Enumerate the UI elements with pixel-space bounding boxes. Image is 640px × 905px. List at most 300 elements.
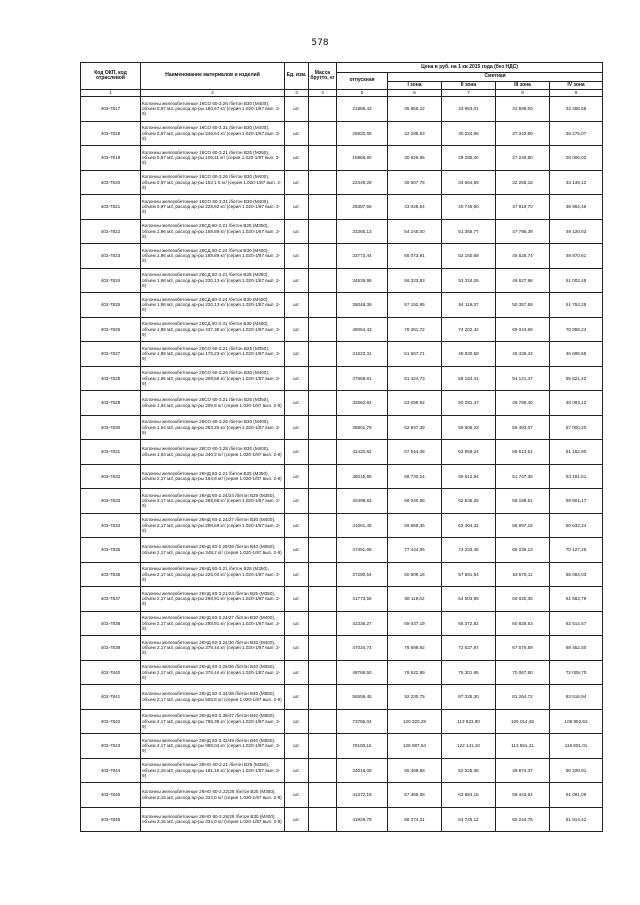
row-mass [309,464,337,489]
row-zone-2-price: 75 301,95 [442,660,496,685]
row-name: Колонны железобетонные 2КНД 60-3.34/38 /бетон В40 (М550), объем 2,17 м3, расход ар-ры 508,8 кг/ (серия 1.020-1/87 вып. 2-9) [141,685,285,710]
row-mass [309,660,337,685]
row-unit: шт. [285,317,309,342]
row-zone-4-price: 70 127,25 [550,538,603,563]
row-code: 403-7843 [81,734,141,759]
row-code: 403-7831 [81,440,141,465]
row-unit: шт. [285,464,309,489]
row-zone-3-price: 46 786,40 [496,391,550,416]
table-row [81,489,603,514]
row-zone-4-price: 28 005,02 [550,146,603,171]
column-number: 3 [285,90,309,97]
row-mass [309,709,337,734]
row-release-price: 41372,19 [337,783,388,808]
row-code: 403-7844 [81,758,141,783]
row-zone-1-price: 61 424,73 [388,366,442,391]
row-zone-3-price: 48 525,74 [496,244,550,269]
table-row [81,293,603,318]
row-name: Колонны железобетонные 1КСО 60-2.31 /бетон В30 (М400), объем 0,97 м3, расход ар-ры 246,64 кг/ (серия 1.020-1/87 вып. 2-9) [141,121,285,146]
row-zone-2-price: 34 664,69 [442,170,496,195]
row-zone-3-price: 113 651,21 [496,734,550,759]
row-code: 403-7832 [81,464,141,489]
row-release-price: 26387,56 [337,195,388,220]
row-name: Колонны железобетонные 2КНД 60-2.29/36 /бетон В40 (М550), объем 2,17 м3, расход ар-ры 348,2 кг/ (серия 1.020-1/87 вып. 2-9) [141,538,285,563]
row-zone-2-price: 53 334,26 [442,268,496,293]
page-number: 578 [311,38,329,48]
row-zone-1-price: 68 119,62 [388,587,442,612]
row-name: Колонны железобетонные 2КСД 60-3.31 /бетон В30 (М400), объем 1,96 м3, расход ар-ры 437,39 кг/ (серия 1.020-1/87 вып. 2-9) [141,317,285,342]
row-zone-2-price: 58 164,41 [442,366,496,391]
row-zone-1-price: 128 987,54 [388,734,442,759]
table-row [81,317,603,342]
row-name: Колонны железобетонные 1КСО 60-3.31 /бетон В30 (М400), объем 0,97 м3, расход ар-ры 228,92 кг/ (серия 1.020-1/87 вып. 2-9) [141,195,285,220]
row-zone-3-price: 50 357,59 [496,293,550,318]
row-code: 403-7820 [81,170,141,195]
row-zone-3-price: 49 627,96 [496,268,550,293]
row-name: Колонны железобетонные 1КСО 60-3.26 /бетон В30 (М400), объем 0,97 м3, расход ар-ры 153,1 5 кг/ (серия 1.020-1/87 вып. 2-9) [141,170,285,195]
row-unit: шт. [285,415,309,440]
row-release-price: 40498,63 [337,489,388,514]
row-code: 403-7828 [81,366,141,391]
row-zone-2-price: 52 150,68 [442,244,496,269]
row-name: Колонны железобетонные 2КНД 60-2.24/27 /бетон В30 (М400), объем 2,17 м3, расход ар-ры 288,68 кг/ (серия 1.020-1/87 вып. 2-9) [141,513,285,538]
row-unit: шт. [285,268,309,293]
table-row [81,758,603,783]
row-unit: шт. [285,636,309,661]
row-zone-1-price: 30 926,95 [388,146,442,171]
row-zone-1-price: 53 099,92 [388,391,442,416]
row-zone-1-price: 60 809,16 [388,562,442,587]
row-zone-2-price: 40 024,96 [442,121,496,146]
row-zone-2-price: 64 745,12 [442,807,496,832]
row-zone-2-price: 33 953,01 [442,97,496,122]
row-zone-3-price: 70 067,80 [496,660,550,685]
row-zone-1-price: 67 544,38 [388,440,442,465]
row-zone-3-price: 58 188,51 [496,489,550,514]
row-zone-1-price: 43 028,64 [388,195,442,220]
row-release-price: 41420,82 [337,440,388,465]
row-zone-4-price: 33 149,12 [550,170,603,195]
row-code: 403-7823 [81,244,141,269]
table-row [81,170,603,195]
row-name: Колонны железобетонные 2КНД 60-3.43/49 /бетон В40 (М550), объем 2,17 м3, расход ар-ры 998,04 кг/ (серия 1.020-1/87 вып. 2-9) [141,734,285,759]
row-code: 403-7829 [81,391,141,416]
row-zone-4-price: 61 683,79 [550,587,603,612]
row-mass [309,293,337,318]
row-code: 403-7846 [81,807,141,832]
row-zone-2-price: 57 581,54 [442,562,496,587]
table-row [81,146,603,171]
row-zone-3-price: 60 020,35 [496,587,550,612]
row-code: 403-7835 [81,538,141,563]
row-zone-4-price: 55 064,03 [550,562,603,587]
row-zone-1-price: 66 958,35 [388,513,442,538]
row-zone-4-price: 72 009,70 [550,660,603,685]
row-zone-3-price: 45 436,43 [496,342,550,367]
row-release-price: 38601,75 [337,415,388,440]
header-zone-1: I зона [388,82,442,90]
row-mass [309,587,337,612]
row-name: Колонны железобетонные 2КСО 60-2.26 /бетон В30 (М400), объем 1,96 м3, расход ар-ры 208,68 кг/ (серия 1.020-1/87 вып. 2-9) [141,366,285,391]
row-unit: шт. [285,440,309,465]
row-unit: шт. [285,391,309,416]
column-number: 9 [550,90,603,97]
row-name: Колонны железобетонные 2КСД 60-2.24 /бетон В30 (М400), объем 1,96 м3, расход ар-ры 189,89 кг/ (серия 1.020-1/87 вып. 2-9) [141,244,285,269]
row-zone-4-price: 61 914,42 [550,807,603,832]
table-row [81,195,603,220]
row-zone-2-price: 55 612,94 [442,464,496,489]
row-zone-2-price: 62 535,26 [442,489,496,514]
row-unit: шт. [285,146,309,171]
row-zone-4-price: 69 452,50 [550,636,603,661]
row-unit: шт. [285,807,309,832]
row-zone-2-price: 40 745,90 [442,195,496,220]
row-zone-4-price: 51 753,25 [550,293,603,318]
row-mass [309,734,337,759]
header-name: Наименование материалов и изделий [141,63,285,90]
row-zone-2-price: 63 959,24 [442,440,496,465]
price-table [80,62,603,832]
row-zone-3-price: 51 747,35 [496,464,550,489]
row-zone-3-price: 81 264,72 [496,685,550,710]
row-unit: шт. [285,587,309,612]
row-mass [309,97,337,122]
row-release-price: 47491,68 [337,538,388,563]
header-release: отпускная [337,73,388,90]
row-zone-4-price: 51 002,45 [550,268,603,293]
row-mass [309,440,337,465]
row-zone-3-price: 37 919,70 [496,195,550,220]
row-release-price: 34016,09 [337,758,388,783]
row-zone-2-price: 51 365,77 [442,219,496,244]
row-release-price: 47034,74 [337,636,388,661]
row-zone-2-price: 50 281,47 [442,391,496,416]
row-code: 403-7821 [81,195,141,220]
row-mass [309,268,337,293]
row-zone-3-price: 68 235,13 [496,538,550,563]
row-name: Колонны железобетонные 1КСО 60-2.26 /бетон В30 (М400), объем 0,97 м3, расход ар-ры 150,67 кг/ (серия 1.020-1/87 вып. 2-9) [141,97,285,122]
row-name: Колонны железобетонные 2КСО 60-3.28 /бетон В30 (М400), объем 1,94 м3, расход ар-ры 340,3 кг/ (серия 1.020-1/87 вып. 2-9) [141,440,285,465]
row-code: 403-7836 [81,562,141,587]
row-code: 403-7837 [81,587,141,612]
row-zone-1-price: 54 245,00 [388,219,442,244]
row-zone-2-price: 113 923,90 [442,709,496,734]
row-name: Колонны железобетонные 2КНД 60-3.24/30 /бетон В33 (М400), объем 2,17 м3, расход ар-ры 378,44 кг/ (серия 1.020-1/87 вып. 2-9) [141,636,285,661]
row-unit: шт. [285,366,309,391]
table-row [81,734,603,759]
row-mass [309,538,337,563]
table-row [81,660,603,685]
row-mass [309,489,337,514]
table-row [81,121,603,146]
row-zone-1-price: 35 856,22 [388,97,442,122]
row-release-price: 37290,54 [337,562,388,587]
row-code: 403-7840 [81,660,141,685]
table-row [81,244,603,269]
header-zone-2: II зона [442,82,496,90]
row-zone-4-price: 38 275,07 [550,121,603,146]
row-zone-1-price: 67 465,08 [388,783,442,808]
row-unit: шт. [285,219,309,244]
row-unit: шт. [285,513,309,538]
row-zone-3-price: 37 342,90 [496,121,550,146]
row-name: Колонны железобетонные 2КНД 60-2.21 /бетон В25 (М350), объем 2,17 м3, расход ар-ры 194,8 кг/ (серия 1.020-1/87 вып. 2-9) [141,464,285,489]
row-release-price: 79100,15 [337,734,388,759]
row-zone-4-price: 83 516,94 [550,685,603,710]
row-zone-1-price: 55 469,58 [388,758,442,783]
row-zone-1-price: 69 037,19 [388,611,442,636]
row-unit: шт. [285,293,309,318]
row-zone-4-price: 59 801,17 [550,489,603,514]
row-zone-1-price: 58 730,24 [388,464,442,489]
row-zone-1-price: 55 073,91 [388,244,442,269]
header-estimate: Сметная [388,73,603,82]
row-unit: шт. [285,170,309,195]
column-number: 5 [337,90,388,97]
row-zone-4-price: 49 870,61 [550,244,603,269]
row-zone-3-price: 27 249,80 [496,146,550,171]
row-zone-3-price: 54 121,47 [496,366,550,391]
row-name: Колонны железобетонные 2КНД 60-2.24/24 /бетон В25 (М350), объем 2,17 м3, расход ар-ры 288,68 кг/ (серия 1.020-1/87 вып. 2-9) [141,489,285,514]
row-release-price: 41061,45 [337,513,388,538]
row-zone-1-price: 78 361,72 [388,317,442,342]
row-mass [309,366,337,391]
row-mass [309,170,337,195]
table-row [81,415,603,440]
row-zone-3-price: 106 014,48 [496,709,550,734]
row-code: 403-7842 [81,709,141,734]
row-zone-1-price: 36 607,76 [388,170,442,195]
row-zone-1-price: 42 288,53 [388,121,442,146]
row-zone-3-price: 60 828,63 [496,611,550,636]
row-unit: шт. [285,244,309,269]
row-zone-3-price: 31 595,00 [496,97,550,122]
row-mass [309,807,337,832]
row-code: 403-7827 [81,342,141,367]
row-zone-2-price: 52 525,35 [442,758,496,783]
row-mass [309,391,337,416]
table-row [81,611,603,636]
row-zone-1-price: 51 567,71 [388,342,442,367]
row-name: Колонны железобетонные 2КНД 60-3.24/27 /бетон В30 (М400), объем 2,17 м3, расход ар-ры 298,91 кг/ (серия 1.020-1/87 вып. 2-9) [141,611,285,636]
table-row [81,709,603,734]
row-mass [309,685,337,710]
row-release-price: 21988,43 [337,97,388,122]
row-unit: шт. [285,97,309,122]
table-row [81,464,603,489]
row-name: Колонны железобетонные 2КСО 60-3.26 /бетон В30 (М400), объем 1,94 м3, расход ар-ры 283,25 кг/ (серия 1.020-1/87 вып. 2-9) [141,415,285,440]
row-zone-4-price: 32 468,58 [550,97,603,122]
header-zone-3: III зона [496,82,550,90]
row-zone-4-price: 116 801,01 [550,734,603,759]
row-zone-3-price: 32 258,18 [496,170,550,195]
row-code: 403-7822 [81,219,141,244]
row-zone-2-price: 87 335,30 [442,685,496,710]
table-body [81,97,603,832]
row-zone-2-price: 65 372,82 [442,611,496,636]
row-zone-2-price: 122 141,10 [442,734,496,759]
row-mass [309,121,337,146]
row-name: Колонны железобетонные 2КНО 60-2.26/28 /бетон В30 (М400), объем 2,15 м3, расход ар-ры 334,0 кг/ (серия 1.020-1/87 вып. 2-9) [141,807,285,832]
row-zone-2-price: 63 884,15 [442,783,496,808]
row-name: Колонны железобетонные 2КСД 60-2.21 /бетон В25 (М350), объем 1,96 м3, расход ар-ры 189,89 кг/ (серия 1.020-1/87 вып. 2-9) [141,219,285,244]
row-zone-3-price: 55 463,07 [496,415,550,440]
row-zone-2-price: 74 202,42 [442,317,496,342]
row-zone-3-price: 59 513,51 [496,440,550,465]
row-release-price: 35048,39 [337,293,388,318]
column-number: 1 [81,90,141,97]
row-zone-4-price: 60 632,24 [550,513,603,538]
row-code: 403-7839 [81,636,141,661]
row-release-price: 25920,69 [337,121,388,146]
row-mass [309,342,337,367]
table-row [81,685,603,710]
row-unit: шт. [285,121,309,146]
row-name: Колонны железобетонные 2КНД 60-3.21/24 /бетон В25 (М350), объем 2,17 м3, расход ар-ры 298,91 кг/ (серия 1.020-1/87 вып. 2-9) [141,587,285,612]
row-zone-4-price: 55 621,42 [550,366,603,391]
row-zone-3-price: 48 874,37 [496,758,550,783]
row-release-price: 48766,50 [337,660,388,685]
row-release-price: 41929,78 [337,807,388,832]
row-zone-1-price: 57 152,95 [388,293,442,318]
row-zone-1-price: 66 040,58 [388,489,442,514]
row-release-price: 34539,95 [337,268,388,293]
row-name: Колонны железобетонные 2КСО 60-3.21 /бетон В25 (М350), объем 1,94 м3, расход ар-ры 209,8 кг/ (серия 1.020-1/87 вып. 2-9) [141,391,285,416]
table-row [81,219,603,244]
row-zone-3-price: 67 579,59 [496,636,550,661]
row-release-price: 32562,92 [337,391,388,416]
row-code: 403-7825 [81,293,141,318]
row-zone-4-price: 62 514,67 [550,611,603,636]
row-release-price: 37668,91 [337,366,388,391]
row-release-price: 48054,43 [337,317,388,342]
row-name: Колонны железобетонные 2КНД 60-3.29/36 /бетон В40 (М550), объем 2,17 м3, расход ар-ры 376,44 кг/ (серия 1.020-1/87 вып. 2-9) [141,660,285,685]
row-zone-2-price: 29 285,40 [442,146,496,171]
row-unit: шт. [285,342,309,367]
column-numbers-row [81,90,603,97]
row-zone-4-price: 57 000,20 [550,415,603,440]
row-mass [309,783,337,808]
row-name: Колонны железобетонные 2КНД 60-3.21 /бетон В25 (М350), объем 2,17 м3, расход ар-ры 225,04 кг/ (серия 1.020-1/87 вып. 2-9) [141,562,285,587]
column-number: 2 [141,90,285,97]
row-zone-4-price: 46 695,58 [550,342,603,367]
row-zone-4-price: 38 964,46 [550,195,603,220]
row-zone-2-price: 59 606,23 [442,415,496,440]
row-name: Колонны железобетонные 1КСО 60-3.21 /бетон В25 (М350), объем 0,97 м3, расход ар-ры 106,11 кг/ (серия 1.020-1/87 вып. 2-9) [141,146,285,171]
row-unit: шт. [285,685,309,710]
row-code: 403-7818 [81,121,141,146]
row-zone-3-price: 47 795,39 [496,219,550,244]
header-price-group: Цена в руб. на 1 кв 2015 года (без НДС) [337,63,603,73]
table-row [81,538,603,563]
table-row [81,97,603,122]
row-mass [309,317,337,342]
row-name: Колонны железобетонные 2КНО 60-2.21 /бетон В25 (М350), объем 2,15 м3, расход ар-ры 181,15 кг/ (серия 1.020-1/87 вып. 2-9) [141,758,285,783]
row-unit: шт. [285,660,309,685]
row-unit: шт. [285,562,309,587]
header-mass: Масса брутто, кг [309,63,337,90]
row-unit: шт. [285,611,309,636]
row-release-price: 42336,27 [337,611,388,636]
row-unit: шт. [285,734,309,759]
row-zone-4-price: 49 120,02 [550,219,603,244]
row-code: 403-7826 [81,317,141,342]
row-zone-4-price: 53 181,51 [550,464,603,489]
row-unit: шт. [285,709,309,734]
row-unit: шт. [285,489,309,514]
column-number: 8 [496,90,550,97]
row-mass [309,562,337,587]
row-zone-1-price: 77 444,05 [388,538,442,563]
row-zone-2-price: 54 119,37 [442,293,496,318]
header-zone-4: IV зона [550,82,603,90]
table-row [81,587,603,612]
row-code: 403-7819 [81,146,141,171]
row-release-price: 73765,04 [337,709,388,734]
row-zone-3-price: 59 443,64 [496,783,550,808]
table-row [81,513,603,538]
row-code: 403-7830 [81,415,141,440]
row-zone-4-price: 50 228,91 [550,758,603,783]
row-mass [309,636,337,661]
row-mass [309,219,337,244]
row-zone-1-price: 76 698,92 [388,636,442,661]
row-name: Колонны железобетонные 2КНД 60-3.38/47 /бетон В40 (М550), объем 2,17 м3, расход ар-ры 796,38 кг/ (серия 1.020-1/87 вып. 2-9) [141,709,285,734]
row-code: 403-7817 [81,97,141,122]
row-unit: шт. [285,538,309,563]
row-zone-1-price: 92 230,75 [388,685,442,710]
row-unit: шт. [285,758,309,783]
row-code: 403-7833 [81,489,141,514]
row-zone-4-price: 108 952,63 [550,709,603,734]
row-unit: шт. [285,783,309,808]
row-name: Колонны железобетонные 2КСД 60-3.24 /бетон В30 (М400), объем 1,96 м3, расход ар-ры 220,13 кг/ (серия 1.020-1/87 вып. 2-9) [141,293,285,318]
row-mass [309,195,337,220]
row-release-price: 36015,65 [337,464,388,489]
column-number: 7 [442,90,496,97]
row-mass [309,611,337,636]
row-code: 403-7845 [81,783,141,808]
row-mass [309,415,337,440]
row-zone-4-price: 61 162,90 [550,440,603,465]
row-zone-1-price: 62 947,39 [388,415,442,440]
row-zone-2-price: 63 404,32 [442,513,496,538]
row-zone-1-price: 79 522,89 [388,660,442,685]
row-name: Колонны железобетонные 2КСО 60-2.21 /бетон В25 (М350), объем 1,96 м3, расход ар-ры 176,23 кг/ (серия 1.020-1/87 вып. 2-9) [141,342,285,367]
row-zone-4-price: 48 083,12 [550,391,603,416]
header-code: Код ОКП, код отраслевой [81,63,141,90]
row-zone-1-price: 68 374,31 [388,807,442,832]
row-zone-3-price: 60 244,76 [496,807,550,832]
row-code: 403-7838 [81,611,141,636]
table-row [81,783,603,808]
row-mass [309,758,337,783]
table-row [81,391,603,416]
row-zone-2-price: 73 333,45 [442,538,496,563]
row-release-price: 56559,45 [337,685,388,710]
row-release-price: 33265,13 [337,219,388,244]
row-release-price: 31623,31 [337,342,388,367]
column-number: 6 [388,90,442,97]
row-release-price: 18966,60 [337,146,388,171]
row-unit: шт. [285,195,309,220]
row-code: 403-7834 [81,513,141,538]
table-row [81,342,603,367]
row-zone-4-price: 70 958,24 [550,317,603,342]
table-row [81,562,603,587]
table-row [81,636,603,661]
row-zone-2-price: 48 830,59 [442,342,496,367]
